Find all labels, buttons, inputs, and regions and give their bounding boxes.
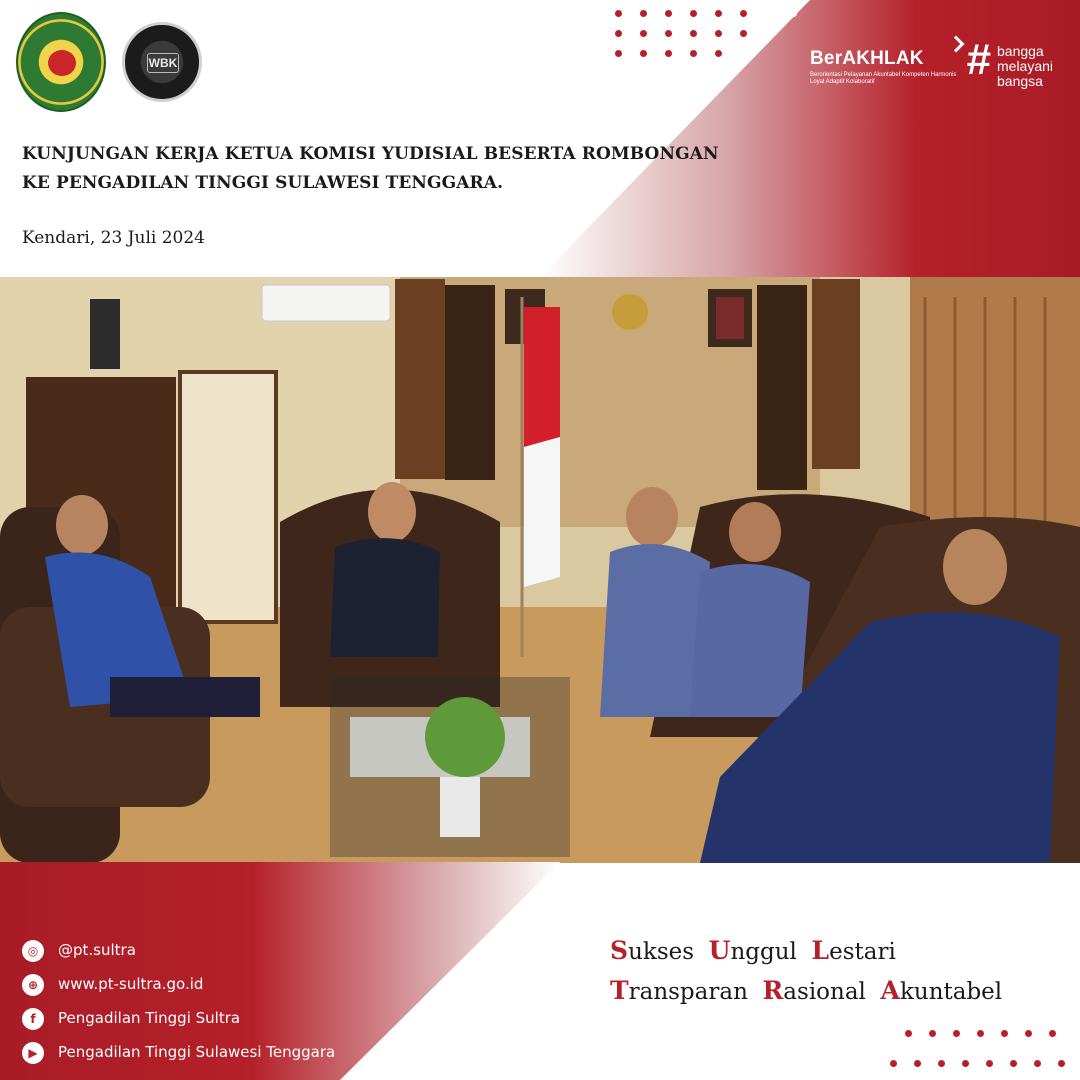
social-label: @pt.sultra: [58, 941, 136, 959]
youtube-icon: ▶: [22, 1042, 44, 1064]
berakhlak-subtitle: Berorientasi Pelayanan Akuntabel Kompeten Harmonis Loyal Adaptif Kolaboratif: [810, 72, 957, 85]
instagram-icon: ◎: [22, 940, 44, 962]
meeting-room-photo: [0, 277, 1080, 863]
headline-line2: KE PENGADILAN TINGGI SULAWESI TENGGARA.: [22, 173, 504, 193]
headline: [22, 140, 722, 198]
social-label: Pengadilan Tinggi Sultra: [58, 1009, 241, 1027]
motto-line2: Transparan Rasional Akuntabel: [610, 976, 1003, 1005]
globe-icon: ⊕: [22, 974, 44, 996]
wbk-badge-logo: [122, 22, 202, 102]
motto-line1: Sukses Unggul Lestari: [610, 936, 896, 965]
hashtag-icon: #: [966, 35, 991, 84]
social-label: Pengadilan Tinggi Sulawesi Tenggara: [58, 1043, 336, 1061]
headline-line1: KUNJUNGAN KERJA KETUA KOMISI YUDISIAL BESERTA ROMBONGAN: [22, 144, 719, 164]
date-location: Kendari, 23 Juli 2024: [22, 228, 205, 248]
bottom-dots: [905, 1030, 1075, 1070]
berakhlak-title: BerAKHLAK: [810, 48, 924, 69]
top-dots: [615, 10, 815, 70]
facebook-icon: f: [22, 1008, 44, 1030]
court-seal-logo: [16, 12, 106, 112]
social-label: www.pt-sultra.go.id: [58, 975, 204, 993]
wbk-badge-text: WBK: [147, 53, 179, 73]
hashtag-text: bangga melayani bangsa: [997, 43, 1054, 89]
berakhlak-logo: [810, 48, 960, 86]
